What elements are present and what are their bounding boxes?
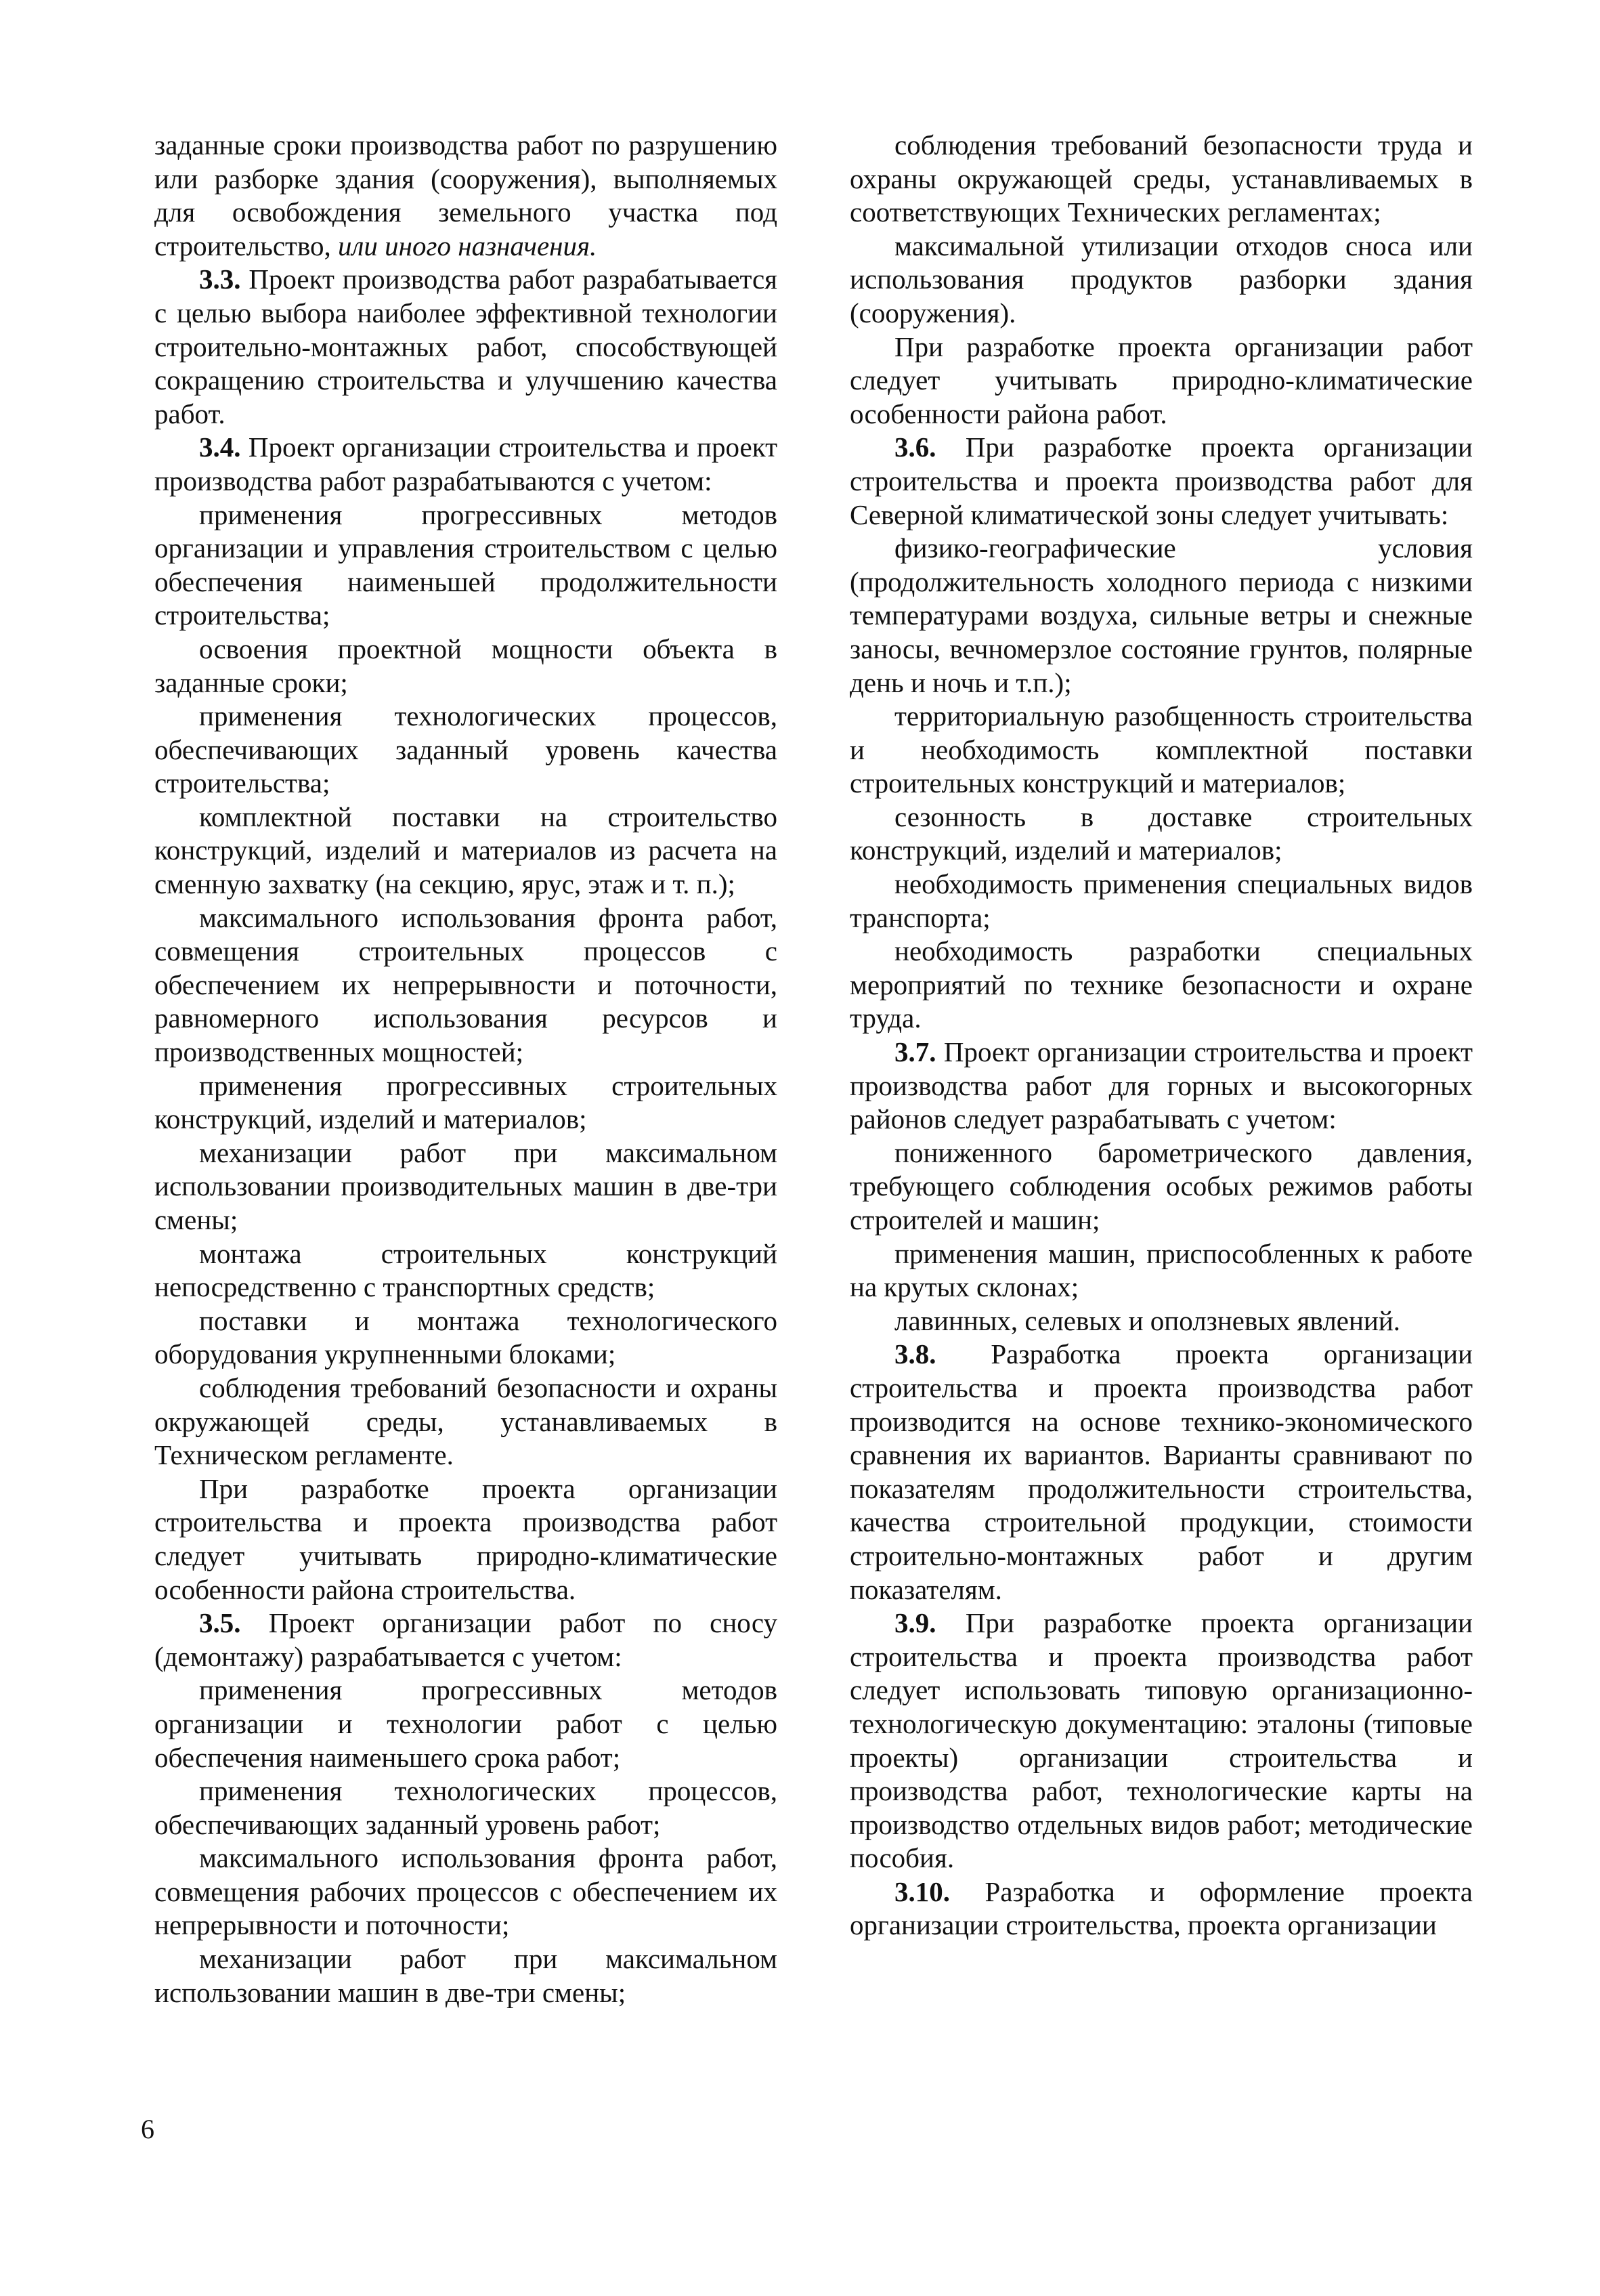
list-item: комплектной поставки на строительство конструкций, изделий и материалов из расчета на сменную захватку (на секцию, ярус, этаж и т. п.); <box>154 801 777 900</box>
list-item: соблюдения требований безопасности труда и охраны окружающей среды, устанавливаемых в соответствующих Технических регламентах; <box>850 129 1473 228</box>
clause-number: 3.6. <box>894 431 936 463</box>
list-item: применения машин, приспособленных к работе на крутых склонах; <box>850 1237 1473 1303</box>
list-item: применения прогрессивных методов организации и управления строительством с целью обеспечения наименьшей продолжительности строительства; <box>154 498 777 631</box>
clause-3-10: 3.10. Разработка и оформление проекта организации строительства, проекта организации <box>850 1875 1473 1941</box>
list-item: физико-географические условия (продолжительность холодного периода с низкими температурами воздуха, сильные ветры и снежные заносы, вечномерзлое состояние грунтов, полярные день и ночь и т.п.); <box>850 532 1473 698</box>
paragraph: При разработке проекта организации работ следует учитывать природно-климатические особенности района работ. <box>850 331 1473 429</box>
list-item: пониженного барометрического давления, требующего соблюдения особых режимов работы строителей и машин; <box>850 1136 1473 1235</box>
list-item: применения технологических процессов, обеспечивающих заданный уровень работ; <box>154 1775 777 1840</box>
list-item: освоения проектной мощности объекта в заданные сроки; <box>154 633 777 698</box>
clause-number: 3.7. <box>894 1036 936 1068</box>
list-item: поставки и монтажа технологического оборудования укрупненными блоками; <box>154 1304 777 1370</box>
clause-3-9: 3.9. При разработке проекта организации строительства и проекта производства работ следует использовать типовую организационно-технологическую документацию: эталоны (типовые проекты) организации строительства и производства работ, технологические карты на производство отдельных видов работ; методические пособия. <box>850 1607 1473 1874</box>
list-item: лавинных, селевых и оползневых явлений. <box>894 1304 1401 1336</box>
right-column <box>850 129 1473 1942</box>
clause-number: 3.8. <box>894 1338 936 1370</box>
list-item: максимального использования фронта работ, совмещения строительных процессов с обеспечением их непрерывности и поточности, равномерного использования ресурсов и производственных мощностей; <box>154 901 777 1068</box>
clause-number: 3.3. <box>199 263 241 295</box>
clause-3-4: 3.4. Проект организации строительства и проект производства работ разрабатываются с учетом: <box>154 431 777 496</box>
clause-3-5: 3.5. Проект организации работ по сносу (демонтажу) разрабатывается с учетом: <box>154 1607 777 1672</box>
left-column <box>154 129 777 2010</box>
clause-3-3: 3.3. Проект производства работ разрабатывается с целью выбора наиболее эффективной технологии строительно-монтажных работ, способствующей сокращению строительства и улучшению качества работ. <box>154 263 777 429</box>
paragraph: При разработке проекта организации строительства и проекта производства работ следует учитывать природно-климатические особенности района строительства. <box>154 1472 777 1605</box>
list-item: максимальной утилизации отходов сноса или использования продуктов разборки здания (сооружения). <box>850 230 1473 328</box>
list-item: применения технологических процессов, обеспечивающих заданный уровень качества строительства; <box>154 700 777 799</box>
list-item: соблюдения требований безопасности и охраны окружающей среды, устанавливаемых в Техническом регламенте. <box>154 1372 777 1471</box>
list-item: территориальную разобщенность строительства и необходимость комплектной поставки строительных конструкций и материалов; <box>850 700 1473 799</box>
list-item: применения прогрессивных методов организации и технологии работ с целью обеспечения наименьшего срока работ; <box>154 1674 777 1773</box>
list-item: механизации работ при максимальном использовании машин в две-три смены; <box>154 1943 777 2008</box>
list-item: применения прогрессивных строительных конструкций, изделий и материалов; <box>154 1069 777 1135</box>
clause-number: 3.5. <box>199 1607 241 1639</box>
clause-number: 3.9. <box>894 1607 936 1639</box>
page-number: 6 <box>141 2114 154 2144</box>
paragraph-continuation: заданные сроки производства работ по разрушению или разборке здания (сооружения), выполняемых для освобождения земельного участка под строительство, или иного назначения. <box>154 129 777 261</box>
clause-number: 3.4. <box>199 431 241 463</box>
list-item: необходимость разработки специальных мероприятий по технике безопасности и охране труда. <box>850 935 1473 1034</box>
list-item: механизации работ при максимальном использовании производительных машин в две-три смены; <box>154 1136 777 1235</box>
clause-3-6: 3.6. При разработке проекта организации строительства и проекта производства работ для Северной климатической зоны следует учитывать: <box>850 431 1473 530</box>
list-item: сезонность в доставке строительных конструкций, изделий и материалов; <box>850 801 1473 866</box>
clause-3-7: 3.7. Проект организации строительства и проект производства работ для горных и высокогорных районов следует разрабатывать с учетом: <box>850 1036 1473 1135</box>
clause-3-8: 3.8. Разработка проекта организации строительства и проекта производства работ производится на основе технико-экономического сравнения их вариантов. Варианты сравнивают по показателям продолжительности строительства, качества строительной продукции, стоимости строительно-монтажных работ и другим показателям. <box>850 1338 1473 1605</box>
list-item: необходимость применения специальных видов транспорта; <box>850 868 1473 933</box>
list-item: монтажа строительных конструкций непосредственно с транспортных средств; <box>154 1237 777 1303</box>
list-item: максимального использования фронта работ, совмещения рабочих процессов с обеспечением их непрерывности и поточности; <box>154 1842 777 1941</box>
clause-number: 3.10. <box>894 1875 950 1907</box>
italic-text: или иного назначения. <box>338 230 597 261</box>
